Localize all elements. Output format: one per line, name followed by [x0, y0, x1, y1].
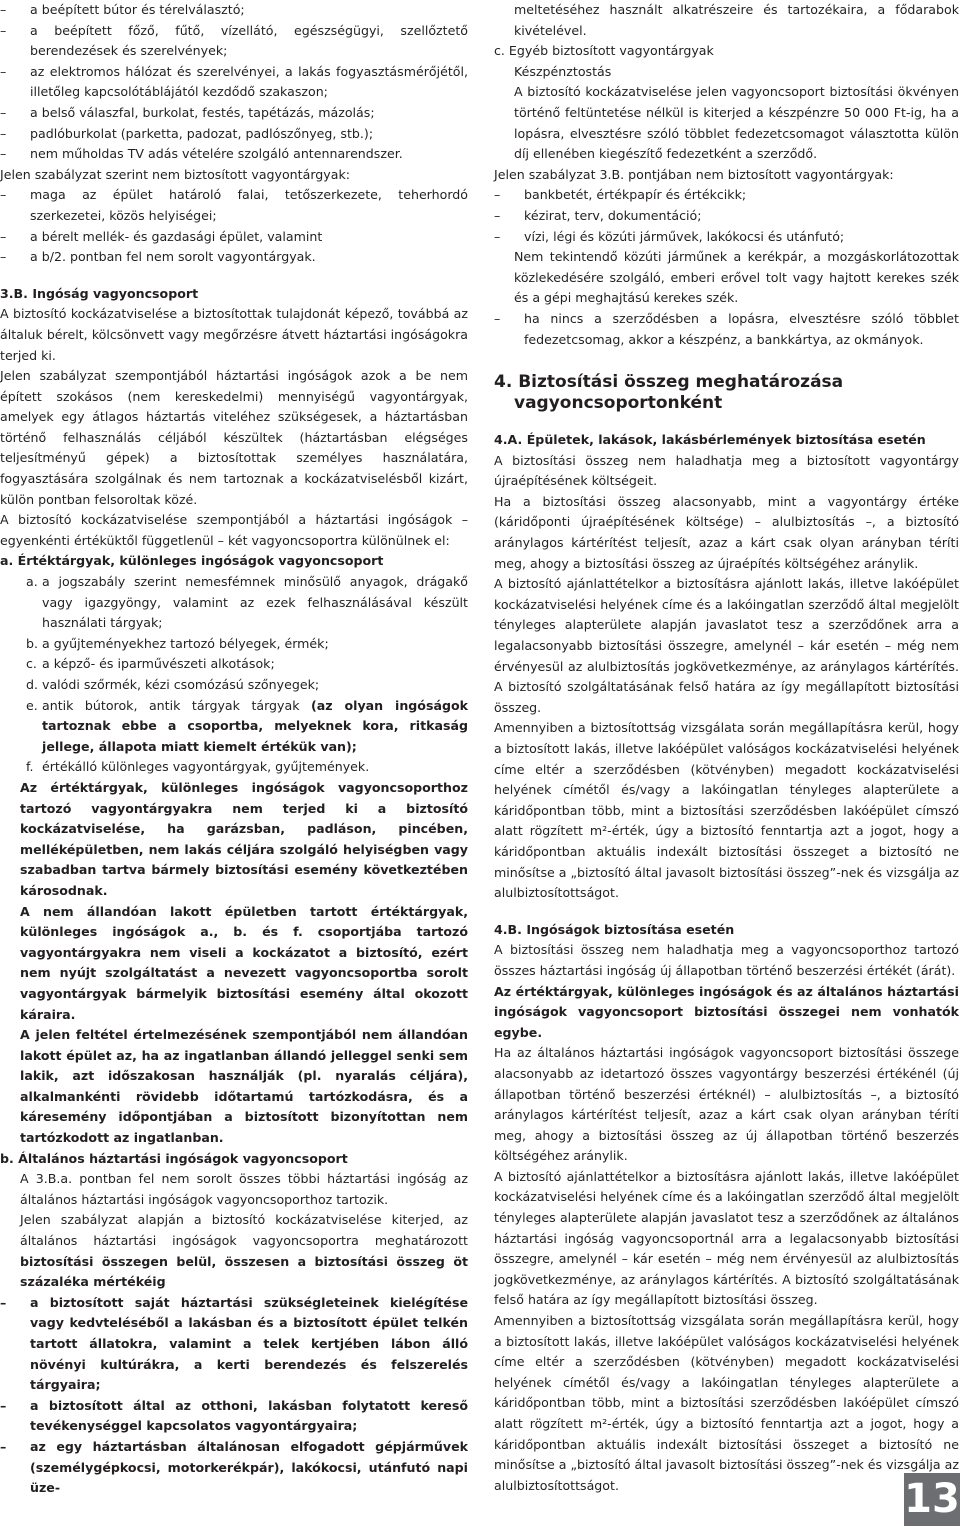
- lettered-item-text: a képző- és iparművészeti alkotások;: [42, 656, 275, 672]
- not-insured-lead: Jelen szabályzat szerint nem biztosított vagyontárgyak:: [0, 166, 350, 182]
- list-item-text: kézirat, terv, dokumentáció;: [524, 207, 702, 223]
- subsection-c-subtitle: Készpénztostás: [514, 63, 612, 79]
- section-4a-paragraph: A biztosító ajánlattételkor a biztosításra ajánlott lakás, illetve lakóépület kockázatviselési helyének címe és a lakóingatlan szerződő által megjelölt tényleges alapterülete alapján javaslatot tesz a szerződőnek arra a legalacsonyabb biztosítási összegre, amelynél – kár esetén – még nem érvényesül az alulbiztosítás jogkövetkezménye, az aránylagos kártérítés. A biztosító szolgáltatásának felső határa az így megállapított biztosítási összeg.: [494, 576, 959, 715]
- section-3b-title: 3.B. Ingóság vagyoncsoport: [0, 285, 199, 301]
- section-4b-bold-paragraph: Az értéktárgyak, különleges ingóságok és az általános háztartási ingóságok vagyoncsoport biztosítási összegei nem vonhatók egybe.: [494, 983, 959, 1040]
- list-item-text: nem műholdas TV adás vételére szolgáló antennarendszer.: [30, 146, 403, 162]
- section-4b-paragraph: A biztosító ajánlattételkor a biztosításra ajánlott lakás, illetve lakóépület kockázatviselési helyének címe és a lakóingatlan szerződő által megjelölt tényleges alapterülete alapján javaslatot tesz a szerződőnek az általános háztartási ingóság vagyoncsoportnál arra a legalacsonyabb biztosítási összegre, amelynél – kár esetén – még nem érvényesül az alulbiztosítás jogkövetkezménye, az aránylagos kártérítés. A biztosító szolgáltatásának felső határa az így megállapított biztosítási összeg.: [494, 1168, 959, 1308]
- section-4a-paragraph: A biztosítási összeg nem haladhatja meg a biztosított vagyontárgy újraépítésének költségeit.: [494, 452, 959, 489]
- section-4a-paragraph: Amennyiben a biztosítottság vizsgálata során megállapításra kerül, hogy a biztosított lakás, illetve lakóépület valóságos kockázatviselési helyének címe eltér a szerződésben (kötvényben) megadott kockázatviselési helyének címétől és/vagy a lakóingatlan tényleges alapterülete a káridőpontban több, mint a biztosítási szerződésben lakóépület címszó alatt rögzített m²-érték, úgy a biztosító fenntartja azt a jogot, hogy a káridőpontban aktuális indexált biztosítási összeget a biztosító ne minősítse a „biztosító által javasolt biztosítási összeg”-nek és vizsgálja az alulbiztosítottságot.: [494, 720, 959, 901]
- list-item-text: a b/2. pontban fel nem sorolt vagyontárgyak.: [30, 249, 316, 265]
- list-item: [0, 0, 468, 21]
- list-item: [0, 103, 468, 124]
- list-item-text: a biztosított által az otthoni, lakásban folytatott kereső tevékenységgel kapcsolatos vagyontárgyaira;: [30, 1397, 468, 1434]
- list-item: [0, 1437, 468, 1499]
- subsection-b-paragraph: A 3.B.a. pontban fel nem sorolt összes többi háztartási ingóság az általános háztartási ingóságok vagyoncsoporthoz tartozik.: [20, 1171, 468, 1207]
- list-item-text: a beépített főző, fűtő, vízellátó, egészségügyi, szellőztető berendezések és szerelvények;: [30, 22, 468, 59]
- dash-bullet: –: [0, 22, 7, 38]
- list-item: [0, 227, 468, 248]
- item-letter: b.: [26, 635, 38, 651]
- section-4b-title: 4.B. Ingóságok biztosítása esetén: [494, 921, 735, 937]
- lettered-item-text: a jogszabály szerint nemesfémnek minősülő anyagok, drágakő vagy igazgyöngy, valamint az ezek felhasználásával készült használati tárgyak;: [42, 574, 468, 631]
- not-insured-lead: Jelen szabályzat 3.B. pontjában nem biztosított vagyontárgyak:: [494, 166, 894, 182]
- continued-line: meltetéséhez használt alkatrészeire és tartozékaira, a fődarabok kivételével.: [514, 2, 959, 38]
- list-item: – ha nincs a szerződésben a lopásra, elvesztésre szóló többlet fedezetcsomag, akkor a készpénz, a bankkártya, az okmányok.: [494, 310, 959, 347]
- section-4-title: 4. Biztosítási összeg meghatározása vagyoncsoportonként: [494, 372, 844, 414]
- right-column: [494, 0, 959, 1496]
- section-3b-paragraph: Jelen szabályzat szempontjából háztartási ingóságok azok a be nem épített szokásos (nem kereskedelmi) mennyiségű vagyontárgyak, amelyek egy átlagos háztartás viteléhez szükségesek, a háztartásban történő felhasználás céljából készültek (háztartásban elégséges teljesítményű gépek) a biztosítottak személyes használatára, fogyasztására szolgálnak és nem tartoznak a kockázatviselésből kizárt, külön pontban felsoroltak közé.: [0, 368, 468, 507]
- valuables-rule-paragraph: A jelen feltétel értelmezésének szempontjából nem állandóan lakott épület az, ha az ingatlanban állandó jelleggel senki sem lakik, azt időszakosan használják (pl. nyaralás céljára), alkalmankénti rövidebb időtartamú tartózkodásra, és a káresemény időpontjában a biztosított bizonyítottan nem tartózkodott az ingatlanban.: [20, 1027, 468, 1146]
- list-item: [0, 62, 468, 103]
- b-p2-normal: Jelen szabályzat alapján a biztosító kockázatviselése kiterjed, az általános háztartási ingóságok vagyoncsoportra meghatározott: [20, 1212, 468, 1249]
- list-item-text: bankbetét, értékpapír és értékcikk;: [524, 187, 747, 203]
- subsection-b-paragraph: [20, 1210, 468, 1292]
- lettered-item: [26, 757, 468, 778]
- list-item: [0, 185, 468, 226]
- b-coverage-list: [0, 1293, 468, 1499]
- item-letter: c.: [26, 656, 37, 672]
- list-item-text: az elektromos hálózat és szerelvényei, a lakás fogyasztásmérőjétől, illetőleg kapcsolótáblájától kezdődő szakaszon;: [30, 63, 468, 100]
- b-p2-bold: biztosítási összegen belül, összesen a biztosítási összeg öt százaléka mértékéig: [20, 1253, 468, 1290]
- list-item: [0, 144, 468, 165]
- list-item-text: vízi, légi és közúti járművek, lakókocsi és utánfutó;: [524, 228, 845, 244]
- list-item: [494, 206, 959, 227]
- covered-items-list: [0, 0, 468, 165]
- item-letter: a.: [26, 574, 38, 590]
- subsection-a-title: a. Értéktárgyak, különleges ingóságok vagyoncsoport: [0, 553, 384, 569]
- list-item-text: a beépített bútor és térelválasztó;: [30, 2, 245, 17]
- dash-bullet: –: [494, 207, 501, 223]
- item-letter: e.: [26, 697, 38, 713]
- dash-bullet: –: [0, 1438, 7, 1454]
- lettered-item: [26, 654, 468, 675]
- dash-bullet: –: [0, 187, 7, 203]
- section-4b-paragraph: Amennyiben a biztosítottság vizsgálata során megállapításra kerül, hogy a biztosított lakás, illetve lakóépület valóságos kockázatviselési helyének címe eltér a szerződésben (kötvényben) megadott kockázatviselési helyének címétől és/vagy a lakóingatlan tényleges alapterülete a káridőpontban több, mint a biztosítási szerződésben lakóépület címszó alatt rögzített m²-érték, úgy a biztosító fenntartja azt a jogot, hogy a káridőpontban aktuális indexált biztosítási összeget a biztosító ne minősítse a „biztosító által javasolt biztosítási összeg”-nek és vizsgálja az alulbiztosítottságot.: [494, 1313, 959, 1493]
- lettered-item: [26, 675, 468, 696]
- section-3b-paragraph: A biztosító kockázatviselése a biztosítottak tulajdonát képező, továbbá az általuk bérelt, kölcsönvett vagy megőrzésre átvett háztartási ingóságokra terjed ki.: [0, 306, 468, 363]
- valuables-rule-paragraph: A nem állandóan lakott épületben tartott értéktárgyak, különleges ingóságok a., b. és f. csoportjába tartozó vagyontárgyakra nem viseli a kockázatot a biztosító, ezért nem nyújt szolgáltatást a nevezett vagyoncsoportba sorolt vagyontárgyak bármelyik biztosítási esemény által okozott káraira.: [20, 903, 468, 1022]
- lettered-item-text: valódi szőrmék, kézi csomózású szőnyegek;: [42, 677, 320, 692]
- section-3b-paragraph: A biztosító kockázatviselése szempontjából a háztartási ingóságok – egyenkénti értéküktől függetlenül – két vagyoncsoportra különülnek el:: [0, 512, 468, 548]
- list-item-text: a bérelt mellék- és gazdasági épület, valamint: [30, 228, 323, 244]
- dash-bullet: –: [494, 187, 501, 203]
- dash-bullet: –: [0, 1294, 7, 1310]
- section-4a-title: 4.A. Épületek, lakások, lakásbérlemények biztosítása esetén: [494, 432, 926, 448]
- subsection-c-paragraph: A biztosító kockázatviselése jelen vagyoncsoport biztosítási ökvényen történő feltüntetése nélkül is kiterjed a készpénzre 50 000 Ft-ig, ha a lopásra, elvesztésre szóló többlet fedezetcsomagot választotta külön díj ellenében kiegészítő fedezetként a szerződő.: [514, 84, 959, 162]
- valuables-list: [0, 572, 468, 778]
- dash-bullet: –: [0, 125, 7, 141]
- vehicle-note: Nem tekintendő közúti járműnek a kerékpár, a mozgáskorlátozottak közlekedésére szolgáló, emberi erővel tolt vagy hajtott kerekes szék és a gépi meghajtású kerekes szék.: [514, 249, 959, 306]
- subsection-b-title: b. Általános háztartási ingóságok vagyoncsoport: [0, 1150, 348, 1166]
- list-item: [494, 185, 959, 206]
- item-letter: f.: [26, 759, 34, 775]
- dash-bullet: –: [0, 2, 7, 17]
- lettered-item-text: a gyűjteményekhez tartozó bélyegek, érmék;: [42, 635, 329, 651]
- list-item-text: padlóburkolat (parketta, padozat, padlószőnyeg, stb.);: [30, 125, 374, 141]
- not-insured-list: [0, 185, 468, 267]
- item-letter: d.: [26, 677, 38, 692]
- subsection-c-title: c. Egyéb biztosított vagyontárgyak: [494, 43, 714, 59]
- list-item: [0, 1293, 468, 1396]
- section-4b-paragraph: Ha az általános háztartási ingóságok vagyoncsoport biztosítási összege alacsonyabb az idetartozó összes vagyontárgy beszerzési értékénél (új állapotban történő beszerzési értéknél) – alulbiztosítás –, a biztosító aránylagos kártérítést teljesít, azaz a kárt csak olyan arányban téríti meg, ahogy a biztosítási összeg az új állapotban történő beszerzés költségéhez aránylik.: [494, 1045, 959, 1164]
- list-item: [0, 247, 468, 268]
- dash-bullet: –: [0, 1397, 7, 1413]
- not-insured-list: [494, 185, 959, 247]
- lettered-item: [26, 572, 468, 634]
- list-item-text: a biztosított saját háztartási szükségleteinek kielégítése vagy kedvteléséből a lakásban és a biztosított épület telkén tartott állatokra, valamint a telek kertjében lábon álló növényi kultúrákra, a kerti berendezés és felszerelés tárgyaira;: [30, 1294, 468, 1393]
- lettered-item-text: antik bútorok, antik tárgyak tárgyak (az olyan ingóságok tartoznak ebbe a csoportba, melyeknek kora, ritkaság jellege, állapota miatt kiemelt értékük van);: [42, 697, 468, 754]
- list-item-text: az egy háztartásban általánosan elfogadott gépjárművek (személygépkocsi, motorkerékpár), lakókocsi, utánfutó napi üze-: [30, 1438, 468, 1496]
- list-item-text: a belső válaszfal, burkolat, festés, tapétázás, mázolás;: [30, 104, 375, 120]
- lettered-item: [26, 696, 468, 758]
- valuables-rule-paragraph: Az értéktárgyak, különleges ingóságok vagyoncsoporthoz tartozó vagyontárgyakra nem terjed ki a biztosító kockázatviselése, ha garázsban, padláson, pincében, melléképületben, nem lakás céljára szolgáló helyiségben vagy szabadban tartva bármely biztosítási esemény következtében károsodnak.: [20, 779, 468, 898]
- dash-bullet: –: [0, 146, 7, 162]
- page-number: 13: [904, 1473, 960, 1526]
- lettered-item-text: értékálló különleges vagyontárgyak, gyűjtemények.: [42, 759, 370, 775]
- dash-bullet: –: [494, 228, 501, 244]
- list-item: [0, 124, 468, 145]
- list-item: [0, 1396, 468, 1437]
- list-item-text: maga az épület határoló falai, tetőszerkezete, teherhordó szerkezetei, közös helyiségei;: [30, 187, 468, 223]
- section-4a-paragraph: Ha a biztosítási összeg alacsonyabb, mint a vagyontárgy értéke (káridőponti újraépítésének költsége) – alulbiztosítás –, a biztosító aránylagos kártérítést teljesít, azaz a kárt csak olyan arányban téríti meg, ahogy a biztosítási összeg az újraépítés költségéhez aránylik.: [494, 493, 959, 571]
- dash-bullet: –: [0, 63, 7, 79]
- dash-bullet: –: [0, 228, 7, 244]
- section-4b-paragraph: A biztosítási összeg nem haladhatja meg a vagyoncsoporthoz tartozó összes háztartási ingóság új állapotban történő beszerzési értékét (árát).: [494, 942, 959, 978]
- left-column: [0, 0, 468, 1499]
- dash-bullet: –: [0, 249, 7, 265]
- list-item: [0, 21, 468, 62]
- lettered-item: [26, 634, 468, 655]
- list-item: [494, 227, 959, 248]
- dash-bullet: –: [0, 104, 7, 120]
